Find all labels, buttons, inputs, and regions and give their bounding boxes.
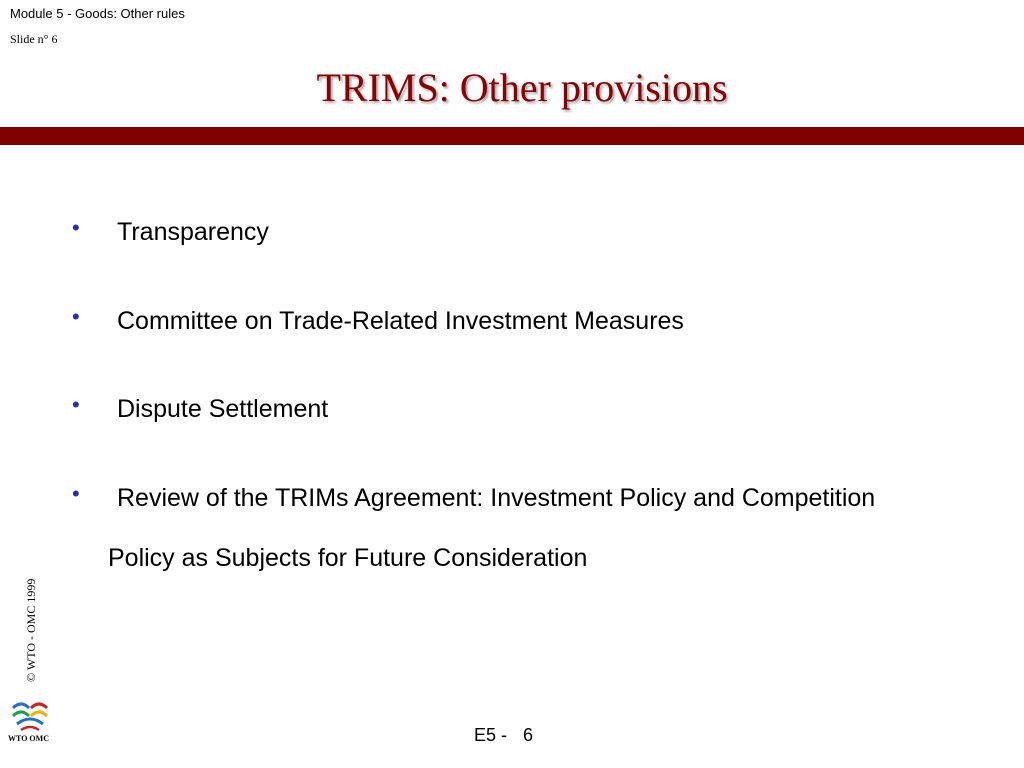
bullet-text: Review of the TRIMs Agreement: Investment Policy and Competition (117, 484, 876, 512)
logo-text: WTO OMC (8, 734, 49, 743)
bullet-icon: • (72, 215, 80, 240)
bullet-icon: • (72, 304, 80, 329)
page-prefix: E5 - (474, 725, 508, 745)
page-number-value: 6 (523, 725, 534, 745)
bullet-icon: • (72, 392, 80, 417)
bullet-text: Transparency (117, 218, 269, 246)
bullet-text: Dispute Settlement (117, 395, 329, 423)
page-number (474, 725, 533, 746)
slide-title: TRIMS: Other provisions (316, 65, 728, 110)
copyright-text: © WTO - OMC 1999 (24, 578, 38, 682)
module-label: Module 5 - Goods: Other rules (10, 6, 185, 21)
bullet-continuation-text: Policy as Subjects for Future Consideration (108, 544, 588, 572)
bullet-icon: • (72, 481, 80, 506)
bullet-text: Committee on Trade-Related Investment Measures (117, 307, 684, 335)
slide-number-label: Slide n° 6 (10, 32, 58, 46)
